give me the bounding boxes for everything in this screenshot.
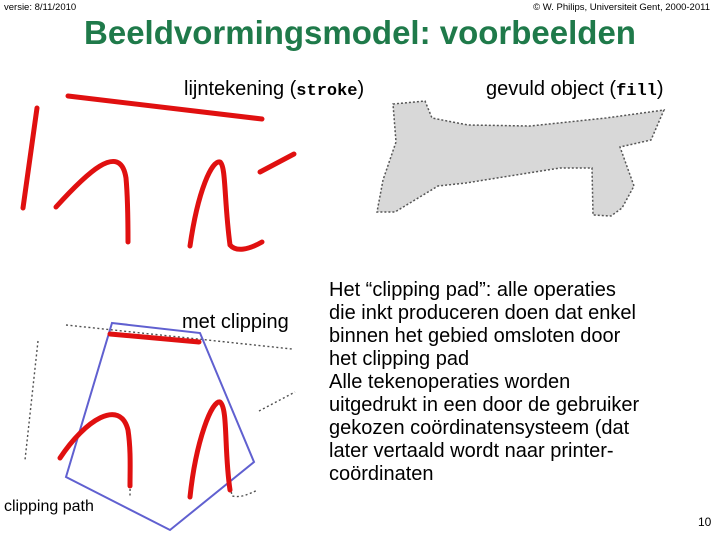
fill-keyword: fill (616, 82, 657, 101)
explanation-line: later vertaald wordt naar printer- (329, 440, 614, 462)
explanation-line: uitgedrukt in een door de gebruiker (329, 394, 640, 416)
stroke-label-text: lijntekening ( (184, 78, 297, 100)
stroke-line-short (260, 154, 294, 172)
explanation-line: die inkt produceren doen dat enkel (329, 302, 636, 324)
version-date: versie: 8/11/2010 (4, 2, 77, 13)
stroke-line-top (68, 96, 262, 119)
clipped-strokes (60, 334, 230, 497)
explanation-line: gekozen coördinatensysteem (dat (329, 417, 630, 439)
slide-title: Beeldvormingsmodel: voorbeelden (84, 14, 636, 51)
page-number: 10 (698, 515, 712, 529)
explanation-text (329, 279, 639, 486)
clipping-path-label: clipping path (4, 498, 94, 515)
copyright-notice: © W. Philips, Universiteit Gent, 2000-2011 (533, 2, 710, 13)
fill-label-text: gevuld object ( (486, 78, 617, 100)
stroke-zigzag (190, 162, 262, 249)
explanation-line: Alle tekenoperaties worden (329, 371, 571, 393)
clipped-line-top (110, 334, 199, 342)
explanation-line: het clipping pad (329, 348, 470, 370)
fill-label-close: ) (656, 78, 664, 100)
clipped-arch (60, 415, 130, 486)
stroke-examples (23, 96, 294, 249)
explanation-line: coördinaten (329, 463, 434, 485)
dotted-line-left (25, 341, 38, 460)
filled-object (377, 101, 664, 216)
stroke-keyword: stroke (296, 82, 358, 101)
stroke-line-left (23, 108, 37, 208)
with-clipping-label: met clipping (182, 311, 289, 333)
dotted-arch (60, 415, 131, 496)
explanation-line: Het “clipping pad”: alle operaties (329, 279, 616, 301)
clipped-zigzag (190, 402, 230, 497)
dotted-line-short (259, 392, 295, 411)
stroke-label-close: ) (357, 78, 365, 100)
stroke-arch (56, 161, 128, 242)
dotted-originals (25, 325, 295, 497)
explanation-line: binnen het gebied omsloten door (329, 325, 621, 347)
